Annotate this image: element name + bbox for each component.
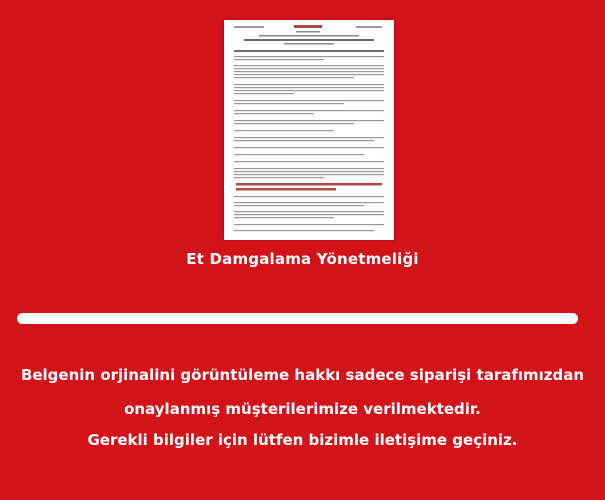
document-preview-thumbnail[interactable] (224, 20, 394, 240)
notice-line-2: onaylanmış müşterilerimize verilmektedir. (124, 400, 481, 418)
divider-bar (17, 313, 578, 324)
document-preview-icon (224, 20, 394, 240)
notice-line-1: Belgenin orjinalini görüntüleme hakkı sadece siparişi tarafımızdan (20, 366, 585, 384)
notice-line-3: Gerekli bilgiler için lütfen bizimle iletişime geçiniz. (87, 431, 518, 449)
document-title: Et Damgalama Yönetmeliği (186, 250, 419, 268)
